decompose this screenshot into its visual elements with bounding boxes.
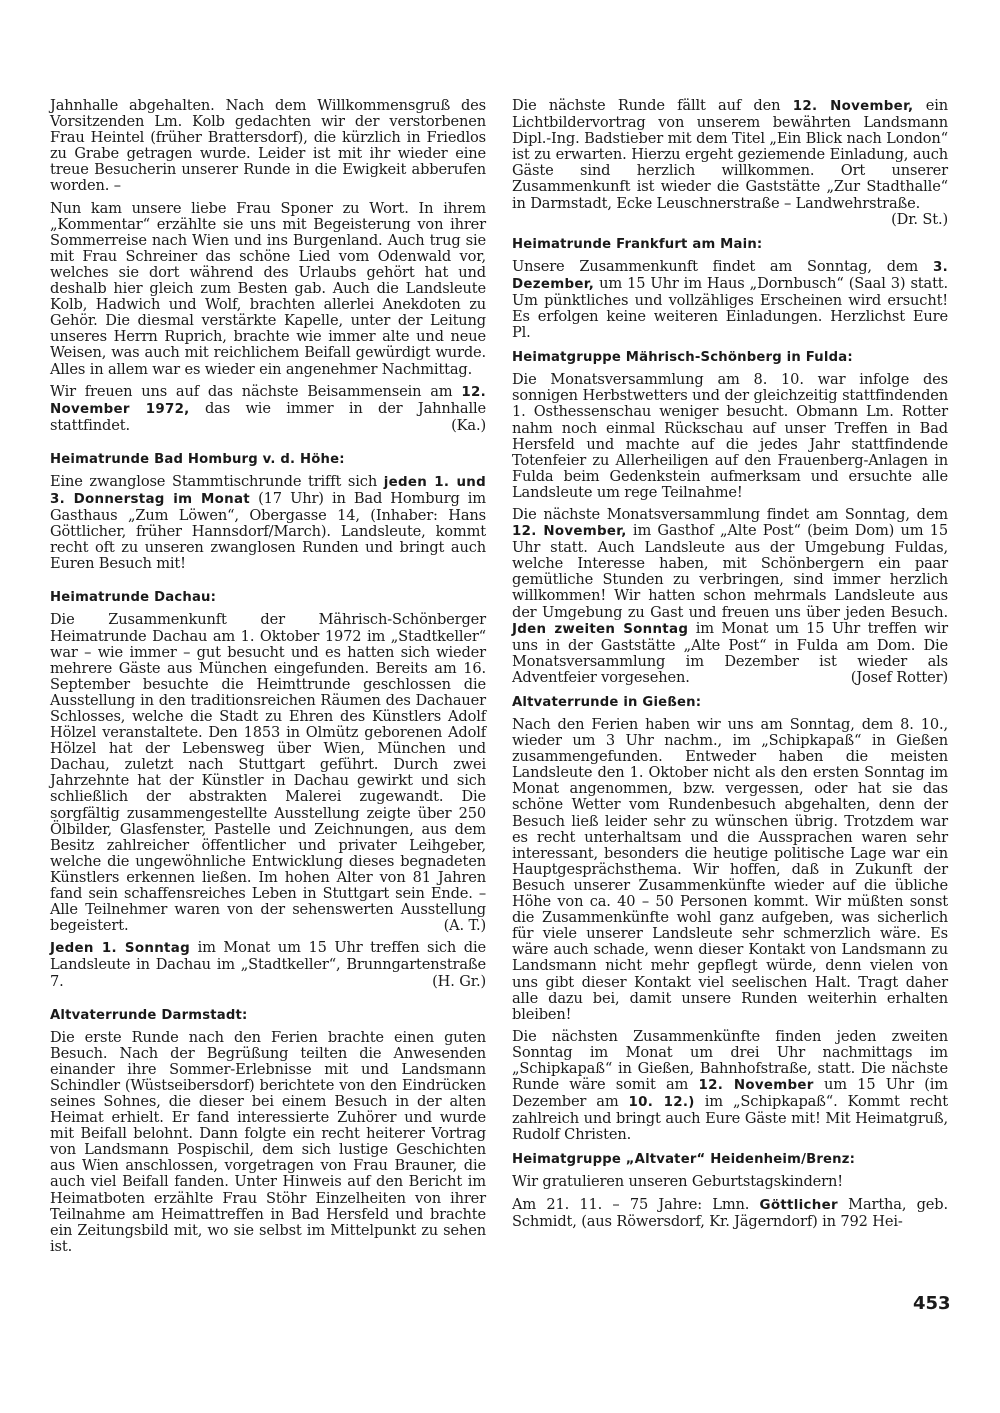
article-paragraph [512, 1029, 948, 1144]
article-paragraph: Jahnhalle abgehalten. Nach dem Willkommensgruß des Vorsitzenden Lm. Kolb gedachten wir der verstorbenen Frau Heintel (früher Brattersdorf), die kürzlich in Friedlos zu Grabe getragen wurde. Leider ist mit ihr wieder eine treue Besucherin unserer Runde in die Ewigkeit abberufen worden. – [50, 97, 486, 195]
bold-schedule: jeden 1. und 3. Donnerstag im Monat [50, 474, 486, 507]
article-paragraph [512, 98, 948, 228]
bold-date: 12. November 1972, [50, 384, 487, 417]
text-run: im „Schipkapaß“. Kommt recht zahlreich und bringt auch Eure Gäste mit! Mit Heimatgruß, Rudolf Christen. [512, 1093, 949, 1144]
article-paragraph [512, 259, 948, 341]
text-run: Wir freuen uns auf das nächste Beisammensein am [50, 382, 453, 400]
bold-schedule: Jeden 1. Sonntag [50, 941, 190, 957]
article-paragraph: Nach den Ferien haben wir uns am Sonntag, dem 8. 10., wieder um 3 Uhr nachm., im „Schipkapaß“ in Gießen zusammengefunden. Entweder haben die meisten Landsleute den 1. Oktober nicht als den ersten Sonntag im Monat angenommen, bzw. vergessen, oder hat sie das schöne Wetter vom Rundenbesuch abgehalten, denn der Besuch ließ leider sehr zu wünschen übrig. Trotzdem war es recht unterhaltsam und die Aussprachen waren sehr interessant, besonders die heutige politische Lage war ein Hauptgesprächsthema. Wir hoffen, daß in Zukunft der Besuch unserer Zusammenkünfte wieder auf die übliche Höhe von ca. 40 – 50 Personen kommt. Wir müßten sonst die Zusammenkünfte wohl ganz aufgeben, was sicherlich für viele unserer Landsleute sehr schmerzlich wäre. Es wäre auch schade, wenn dieser Kontakt von Landsmann zu Landsmann nicht mehr gepflegt würde, denn vielen von uns gibt dieser Kontakt viel seelischen Halt. Tragt daher alle dazu bei, damit unsere Runden weiterhin erhalten bleiben! [512, 716, 948, 1023]
section-heading-giessen: Altvaterrunde in Gießen: [512, 695, 702, 710]
bold-date: 10. 12.) [628, 1095, 695, 1111]
left-column [50, 98, 486, 1264]
bold-date: 12. November, [792, 99, 914, 114]
article-paragraph [50, 612, 486, 934]
bold-date: 12. November [698, 1078, 814, 1094]
section-heading-frankfurt: Heimatrunde Frankfurt am Main: [512, 236, 763, 252]
bold-date: 12. November, [512, 524, 627, 540]
text-run: Am 21. 11. – 75 Jahre: Lmn. [512, 1195, 750, 1213]
author-signature: (H. Gr.) [432, 972, 486, 990]
text-run: (17 Uhr) in Bad Homburg im Gasthaus „Zum Löwen“, Obergasse 14, (Inhaber: Hans Göttlicher, früher Hannsdorf/March). Landsleute, kommt recht oft zu unseren zwanglosen Runden und bringt auch Euren Besuch mit! [50, 489, 486, 573]
section-heading-fulda: Heimatgruppe Mährisch-Schönberg in Fulda: [512, 350, 853, 366]
text-run: Die Zusammenkunft der Mährisch-Schönberger Heimatrunde Dachau am 1. Oktober 1972 im „Stadtkeller“ war – wie immer – gut besucht und es hatten sich wieder mehrere Gäste aus München eingefunden. Bereits am 16. September besuchte die Heimttrunde geschlossen die Ausstellung in den traditionsreichen Räumen des Dachauer Schlosses, welche die Stadt zu Ehren des Künstlers Adolf Hölzel veranstaltete. Den 1853 in Olmütz geborenen Adolf Hölzel hat der Lebensweg über Wien, München und Dachau, zuletzt nach Stuttgart geführt. Durch zwei Jahrzehnte hat der Künstler in Dachau gewirkt und sich schließlich der abstrakten Malerei zugewandt. Die sorgfältig zusammengestellte Ausstellung zeigte über 250 Ölbilder, Glasfenster, Pastelle und Zeichnungen, aus dem Besitz zahlreicher öffentlicher und privater Leihgeber, welche die ungewöhnliche Entwicklung dieses begnadeten Künstlers erkennen ließen. Im hohen Alter von 81 Jahren fand sein schaffensreiches Leben in Stuttgart sein Ende. – Alle Teilnehmer waren von der sehenswerten Ausstellung begeistert. [50, 611, 486, 935]
text-run: Die nächsten Zusammenkünfte finden jeden zweiten Sonntag im Monat um drei Uhr nachmittags im „Schipkapaß“ in Gießen, Bahnhofstraße, statt. Die nächste Runde wäre somit am [512, 1027, 948, 1094]
article-paragraph: Nun kam unsere liebe Frau Sponer zu Wort. In ihrem „Kommentar“ erzählte sie uns mit Begeisterung von ihrer Sommerreise nach Wien und ins Burgenland. Auch trug sie mit Frau Schreiner das schöne Lied vom Odenwald vor, welches sie dort während des Urlaubs gehört hat und deshalb hier gleich zum Besten gab. Auch die Landsleute Kolb, Hadwich und Wolf, brachten allerlei Anekdoten zu Gehör. Die diesmal verstärkte Kapelle, unter der Leitung unseres Herrn Ruprich, brachte wie immer alte und neue Weisen, was auch mit reichlichem Beifall gewürdigt wurde. Alles in allem war es wieder ein angenehmer Nachmittag. [50, 199, 486, 378]
author-signature: (Josef Rotter) [850, 668, 948, 686]
section-heading-bad-homburg: Heimatrunde Bad Homburg v. d. Höhe: [50, 451, 345, 467]
text-run: im Monat um 15 Uhr treffen wir uns in der Gaststätte „Alte Post“ in Fulda am Dom. Die Monatsversammlung im Dezember ist wieder als Adventfeier vorgesehen. [512, 619, 948, 686]
article-paragraph [50, 940, 486, 989]
text-run: Die nächste Runde fällt auf den [512, 97, 781, 114]
page-number: 453 [913, 1293, 951, 1314]
text-run: Eine zwanglose Stammtischrunde trifft sich [50, 472, 378, 490]
text-run: Die nächste Monatsversammlung findet am Sonntag, dem [512, 505, 948, 523]
section-heading-dachau: Heimatrunde Dachau: [50, 590, 217, 606]
bold-name: Göttlicher [759, 1197, 838, 1213]
article-paragraph: Die Monatsversammlung am 8. 10. war infolge des sonnigen Herbstwetters und der gleichzeitig stattfindenden 1. Osthessenschau weniger besucht. Obmann Lm. Rotter nahm noch einmal Rückschau auf unser Treffen in Bad Hersfeld und machte auf die jedes Jahr stattfindende Totenfeier zu Allerheiligen auf den Frauenberg-Anlagen in Fulda beim Gedenkstein aufmerksam und ersuchte alle Landsleute um rege Teilnahme! [512, 371, 948, 501]
article-paragraph [50, 474, 486, 573]
text-run: im Gasthof „Alte Post“ (beim Dom) um 15 Uhr statt. Auch Landsleute aus der Umgebung Fuldas, welche Interesse haben, mit Schönbergern ein paar gemütliche Stunden zu verbringen, sind immer herzlich willkommen! Wir hatten schon mehrmals Landsleute aus der Umgebung zu Gast und freuen uns über jeden Besuch. [512, 522, 948, 621]
article-paragraph: Die erste Runde nach den Ferien brachte einen guten Besuch. Nach der Begrüßung teilten die Anwesenden einander ihre Sommer-Erlebnisse mit und Landsmann Schindler (Wüstseibersdorf) berichtete von den Eindrücken seines Sohnes, die dieser bei einem Besuch in der alten Heimat erhielt. Er fand interessierte Zuhörer und wurde mit Beifall belohnt. Dann folgte ein recht heiterer Vortrag von Landsmann Pospischil, dem sich lustige Geschichten aus Wien anschlossen, vorgetragen von Frau Brauner, die auch viel Beifall fanden. Unter Hinweis auf den Bericht im Heimatboten erzählte Frau Stöhr Einzelheiten von ihrer Teilnahme am Heimattreffen in Bad Hersfeld und brachte ein Zeitungsbild mit, wo sie selbst im Mittelpunkt zu sehen ist. [50, 1028, 486, 1255]
author-signature: (Ka.) [451, 416, 486, 434]
text-run: Martha, geb. Schmidt, (aus Röwersdorf, Kr. Jägerndorf) in 792 Hei- [512, 1195, 948, 1230]
article-paragraph [50, 384, 486, 434]
article-paragraph [512, 507, 948, 686]
text-run: um 15 Uhr im Haus „Dornbusch“ (Saal 3) statt. Um pünktliches und vollzähliges Erscheinen wird ersucht! Es erfolgen keine weiteren Einladungen. Herzlichst Eure Pl. [512, 274, 948, 342]
section-heading-heidenheim: Heimatgruppe „Altvater“ Heidenheim/Brenz: [512, 1152, 856, 1168]
text-run: Unsere Zusammenkunft findet am Sonntag, dem [512, 257, 919, 275]
article-paragraph: Wir gratulieren unseren Geburtstagskindern! [512, 1173, 843, 1191]
section-heading-darmstadt: Altvaterrunde Darmstadt: [50, 1007, 248, 1023]
text-run: ein Lichtbildervortrag von unserem bewährten Landsmann Dipl.-Ing. Badstieber mit dem Titel „Ein Blick nach London“ ist zu erwarten. Hierzu ergeht geziemende Einladung, auch Gäste sind herzlich willkommen. Ort unserer Zusammenkunft ist wieder die Gaststätte „Zur Stadthalle“ in Darmstadt, Ecke Leuschnerstraße – Landwehrstraße. [512, 97, 948, 212]
bold-date: 3. Dezember, [512, 259, 948, 292]
article-paragraph [512, 1197, 948, 1230]
text-run: im Monat um 15 Uhr treffen sich die Landsleute in Dachau im „Stadtkeller“, Brunngartenstraße 7. [50, 939, 486, 990]
bold-schedule: Jden zweiten Sonntag [512, 621, 689, 637]
text-run: das wie immer in der Jahnhalle stattfindet. [50, 399, 486, 434]
text-run: um 15 Uhr (im Dezember am [512, 1076, 948, 1111]
author-signature: (A. T.) [443, 917, 486, 935]
right-column [512, 98, 948, 1239]
author-signature: (Dr. St.) [891, 210, 948, 228]
